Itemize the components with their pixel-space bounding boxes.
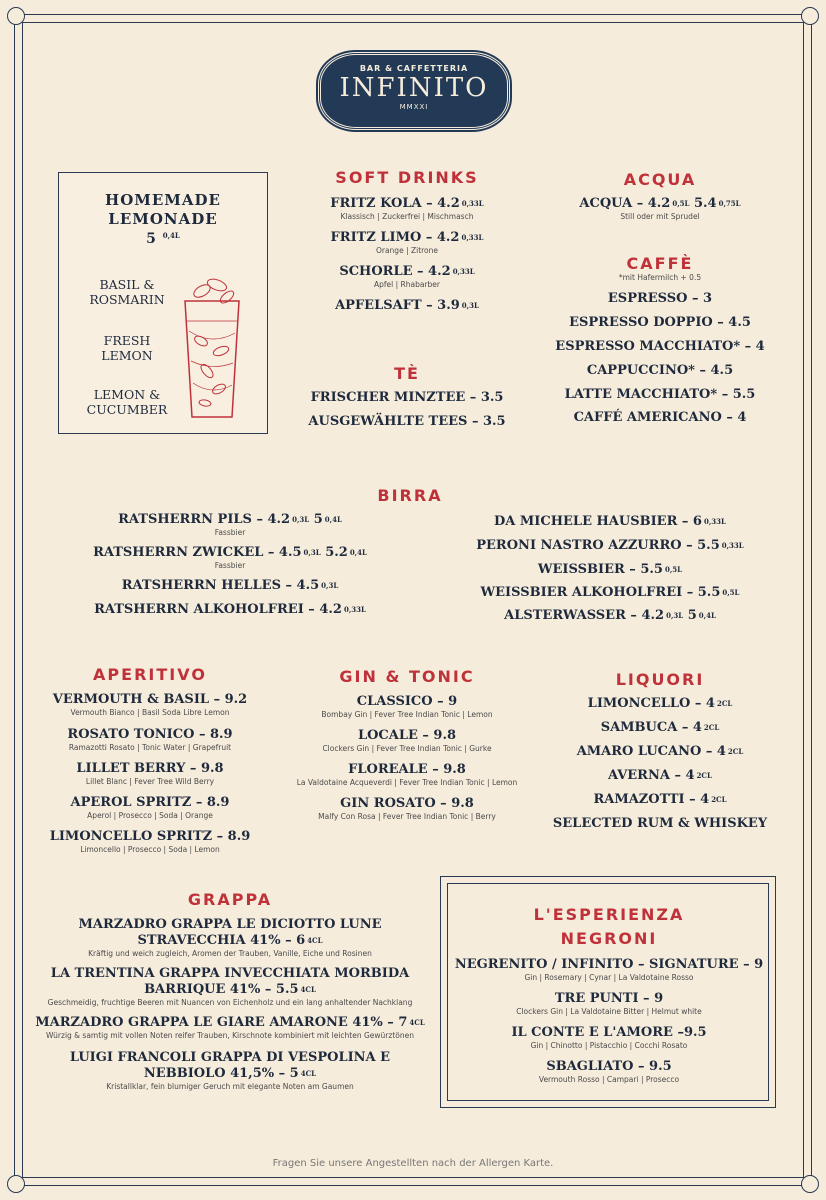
item-name: STRAVECCHIA 41% – 6 — [137, 933, 306, 948]
lemonade-box — [58, 172, 268, 434]
brand-name: INFINITO — [339, 73, 489, 103]
menu-item — [40, 829, 260, 855]
menu-item — [440, 608, 780, 624]
item-size: 2CL — [696, 771, 712, 780]
item-desc: Kristallklar, fein blumiger Geruch mit elegante Noten am Gaumen — [106, 1082, 354, 1091]
section-title-caffe: CAFFÈ — [626, 254, 694, 273]
item-name: TRE PUNTI – 9 — [554, 991, 664, 1006]
item-name: RATSHERRN ALKOHOLFREI – 4.2 — [94, 602, 342, 617]
menu-item — [540, 816, 780, 832]
item-name: GIN ROSATO – 9.8 — [340, 796, 474, 811]
item-size: 0,33L — [461, 199, 484, 208]
item-desc: Vermouth Bianco | Basil Soda Libre Lemon — [70, 708, 230, 717]
item-name: LILLET BERRY – 9.8 — [76, 761, 224, 776]
item-name: FRITZ KOLA – 4.2 — [330, 196, 460, 211]
item-name: WEISSBIER ALKOHOLFREI – 5.5 — [480, 585, 721, 600]
item-price2: 5 — [687, 608, 697, 623]
menu-item: LATTE MACCHIATO* – 5.5 — [564, 387, 756, 402]
lemonade-glass-illustration — [177, 271, 247, 421]
section-title-grappa: GRAPPA — [187, 890, 273, 909]
item-size: 0,5L — [664, 565, 683, 574]
item-desc: Still oder mit Sprudel — [620, 212, 700, 221]
item-desc: Geschmeidig, fruchtige Beeren mit Nuancen von Eichenholz und ein lang anhaltender Nachklang — [47, 998, 413, 1007]
item-price2: 5.4 — [693, 196, 717, 211]
menu-item — [300, 390, 514, 406]
brand-tagline: BAR & CAFFETTERIA — [359, 64, 469, 73]
menu-item — [540, 720, 780, 736]
item-desc: Kräftig und weich zugleich, Aromen der Trauben, Vanille, Eiche und Rosinen — [88, 949, 372, 958]
menu-item — [40, 692, 260, 718]
item-name: WEISSBIER – 5.5 — [537, 562, 663, 577]
menu-item: CAPPUCCINO* – 4.5 — [586, 363, 734, 378]
item-size: 0,5L — [722, 588, 740, 597]
menu-item — [40, 727, 260, 753]
item-name: RATSHERRN PILS – 4.2 — [118, 512, 291, 527]
caffe-note: *mit Hafermilch + 0.5 — [618, 273, 702, 282]
item-name: ACQUA – 4.2 — [579, 196, 671, 211]
menu-item — [60, 578, 400, 594]
item-name: APEROL SPRITZ – 8.9 — [70, 795, 230, 810]
menu-item — [300, 414, 514, 430]
section-title-negroni — [441, 903, 777, 951]
item-name: FRISCHER MINZTEE – 3.5 — [310, 390, 504, 405]
item-desc: Orange | Zitrone — [375, 246, 439, 255]
menu-item — [440, 514, 780, 530]
item-name: SCHORLE – 4.2 — [339, 264, 451, 279]
item-size: 0,33L — [343, 605, 366, 614]
menu-item — [290, 762, 524, 788]
negroni-title-line2: NEGRONI — [560, 929, 658, 948]
item-name: MARZADRO GRAPPA LE GIARE AMARONE 41% – 7 — [35, 1015, 408, 1030]
item-size: 2CL — [727, 747, 744, 756]
item-desc: Clockers Gin | La Valdotaine Bitter | Helmut white — [516, 1007, 702, 1016]
item-name: SAMBUCA – 4 — [600, 720, 702, 735]
item-name: SBAGLIATO – 9.5 — [546, 1059, 672, 1074]
item-size: 0,3L — [321, 581, 339, 590]
menu-item — [540, 744, 780, 760]
item-desc: Fassbier — [214, 528, 246, 537]
item-name: LA TRENTINA GRAPPA INVECCHIATA MORBIDA — [50, 966, 410, 981]
flavor-line: CUCUMBER — [86, 402, 168, 417]
flavor-line: ROSMARIN — [89, 292, 165, 307]
menu-item — [300, 264, 514, 290]
menu-item — [540, 768, 780, 784]
item-size: 2CL — [703, 723, 720, 732]
item-size: 0,4L — [349, 548, 367, 557]
item-name: BARRIQUE 41% – 5.5 — [144, 982, 299, 997]
menu-item — [300, 230, 514, 256]
item-name: RATSHERRN ZWICKEL – 4.5 — [93, 545, 302, 560]
corner-ornament — [801, 7, 819, 25]
item-name: CLASSICO – 9 — [356, 694, 458, 709]
section-title-acqua: ACQUA — [623, 170, 697, 189]
item-desc: Limoncello | Prosecco | Soda | Lemon — [80, 845, 220, 854]
lemonade-flavor — [77, 277, 177, 307]
menu-item — [540, 696, 780, 712]
item-name: VERMOUTH & BASIL – 9.2 — [52, 692, 248, 707]
lemonade-title-line1: HOMEMADE — [105, 191, 221, 209]
item-name: RAMAZOTTI – 4 — [593, 792, 710, 807]
item-name: ALSTERWASSER – 4.2 — [504, 608, 665, 623]
menu-item — [441, 1059, 777, 1085]
section-title-liquori: LIQUORI — [615, 670, 705, 689]
menu-item — [441, 991, 777, 1017]
item-name: LUIGI FRANCOLI GRAPPA DI VESPOLINA E — [69, 1050, 391, 1065]
lemonade-price — [59, 231, 267, 247]
item-name: APFELSAFT – 3.9 — [335, 298, 460, 313]
section-title-aperitivo: APERITIVO — [93, 665, 207, 684]
item-name: IL CONTE E L'AMORE –9.5 — [511, 1025, 707, 1040]
item-name: NEGRENITO / INFINITO – SIGNATURE – 9 — [454, 957, 764, 972]
item-size: 0,33L — [452, 267, 475, 276]
item-size: 0,33L — [703, 517, 726, 526]
item-name: LIMONCELLO SPRITZ – 8.9 — [49, 829, 251, 844]
item-size: 0,3L — [666, 611, 684, 620]
flavor-line: FRESH — [103, 333, 151, 348]
menu-item — [30, 1050, 430, 1092]
menu-item — [40, 761, 260, 787]
item-name: RATSHERRN HELLES – 4.5 — [121, 578, 320, 593]
item-desc: Würzig & samtig mit vollen Noten reifer Trauben, Kirschnote kombiniert mit leichten Gewürztönen — [46, 1031, 414, 1040]
item-name: LOCALE – 9.8 — [357, 728, 457, 743]
item-name: MARZADRO GRAPPA LE DICIOTTO LUNE — [78, 917, 382, 932]
item-size: 0,5L — [672, 199, 690, 208]
brand-year: MMXXI — [399, 103, 429, 111]
item-size: 2CL — [711, 795, 727, 804]
item-desc: Ramazotti Rosato | Tonic Water | Grapefruit — [68, 743, 232, 752]
negroni-title-line1: L'ESPERIENZA — [533, 905, 685, 924]
item-desc: Apfel | Rhabarber — [374, 280, 440, 289]
menu-item — [300, 196, 514, 222]
menu-item — [441, 1025, 777, 1051]
item-name: AUSGEWÄHLTE TEES – 3.5 — [308, 414, 506, 429]
lemonade-size: 0,4L — [162, 231, 180, 240]
menu-item — [290, 796, 524, 822]
item-size: 0,33L — [721, 541, 744, 550]
item-size: 4CL — [300, 1069, 317, 1078]
flavor-line: LEMON & — [93, 387, 161, 402]
menu-item — [441, 957, 777, 983]
item-desc: Gin | Chinotto | Pistacchio | Cocchi Rosato — [530, 1041, 688, 1050]
section-title-birra: BIRRA — [377, 486, 443, 505]
item-name: DA MICHELE HAUSBIER – 6 — [494, 514, 702, 529]
menu-item — [40, 795, 260, 821]
lemonade-title — [59, 191, 267, 229]
lemonade-flavor — [77, 333, 177, 363]
menu-item: CAFFÉ AMERICANO – 4 — [573, 410, 747, 425]
corner-ornament — [801, 1175, 819, 1193]
item-name: FRITZ LIMO – 4.2 — [330, 230, 460, 245]
item-desc: Lillet Blanc | Fever Tree Wild Berry — [85, 777, 215, 786]
menu-item — [30, 966, 430, 1008]
flavor-line: LEMON — [101, 348, 153, 363]
flavor-line: BASIL & — [99, 277, 155, 292]
item-size: 0,3L — [303, 548, 321, 557]
menu-item — [60, 602, 400, 618]
menu-item — [30, 917, 430, 959]
item-size: 4CL — [307, 936, 323, 945]
menu-item — [440, 538, 780, 554]
menu-item: ESPRESSO – 3 — [607, 291, 713, 306]
menu-item — [290, 728, 524, 754]
menu-item: ESPRESSO MACCHIATO* – 4 — [555, 339, 765, 354]
corner-ornament — [7, 7, 25, 25]
item-size: 4CL — [300, 985, 316, 994]
section-title-soft-drinks: SOFT DRINKS — [335, 168, 479, 187]
item-name: NEBBIOLO 41,5% – 5 — [143, 1066, 299, 1081]
item-desc: Bombay Gin | Fever Tree Indian Tonic | Lemon — [321, 710, 493, 719]
section-title-gin-tonic: GIN & TONIC — [339, 667, 475, 686]
corner-ornament — [7, 1175, 25, 1193]
lemonade-flavor — [77, 387, 177, 417]
item-size: 0,3L — [292, 515, 310, 524]
menu-item — [60, 545, 400, 571]
item-size: 0,3L — [461, 301, 479, 310]
item-size: 0,33L — [461, 233, 484, 242]
menu-item — [540, 792, 780, 808]
item-name: ROSATO TONICO – 8.9 — [67, 727, 233, 742]
lemonade-title-line2: LEMONADE — [108, 210, 218, 228]
menu-item — [440, 585, 780, 601]
item-size: 4CL — [409, 1018, 425, 1027]
item-desc: Clockers Gin | Fever Tree Indian Tonic | Gurke — [322, 744, 492, 753]
item-name: LIMONCELLO – 4 — [587, 696, 715, 711]
menu-item — [60, 512, 400, 538]
menu-item — [550, 196, 770, 222]
negroni-box — [440, 876, 776, 1108]
item-name: AMARO LUCANO – 4 — [576, 744, 726, 759]
menu-item — [300, 298, 514, 314]
item-desc: Aperol | Prosecco | Soda | Orange — [87, 811, 213, 820]
item-desc: Gin | Rosemary | Cynar | La Valdotaine Rosso — [524, 973, 694, 982]
item-desc: La Valdotaine Acqueverdi | Fever Tree Indian Tonic | Lemon — [296, 778, 518, 787]
allergen-note: Fragen Sie unsere Angestellten nach der Allergen Karte. — [272, 1158, 554, 1169]
item-name: FLOREALE – 9.8 — [348, 762, 466, 777]
item-desc: Malfy Con Rosa | Fever Tree Indian Tonic | Berry — [318, 812, 496, 821]
menu-item — [290, 694, 524, 720]
item-price2: 5 — [313, 512, 323, 527]
item-name: SELECTED RUM & WHISKEY — [552, 816, 768, 831]
item-name: AVERNA – 4 — [608, 768, 695, 783]
section-title-te: TÈ — [394, 364, 420, 383]
item-desc: Klassisch | Zuckerfrei | Mischmasch — [340, 212, 474, 221]
item-desc: Fassbier — [214, 561, 246, 570]
item-size: 0,4L — [698, 611, 716, 620]
item-size: 0,75L — [718, 199, 741, 208]
item-desc: Vermouth Rosso | Campari | Prosecco — [538, 1075, 680, 1084]
brand-logo — [318, 52, 510, 130]
menu-item — [30, 1015, 430, 1041]
item-size: 2CL — [716, 699, 733, 708]
lemonade-price-value: 5 — [146, 231, 156, 247]
menu-item: ESPRESSO DOPPIO – 4.5 — [569, 315, 751, 330]
item-price2: 5.2 — [325, 545, 348, 560]
menu-item — [440, 562, 780, 578]
item-name: PERONI NASTRO AZZURRO – 5.5 — [476, 538, 720, 553]
item-size: 0,4L — [324, 515, 342, 524]
